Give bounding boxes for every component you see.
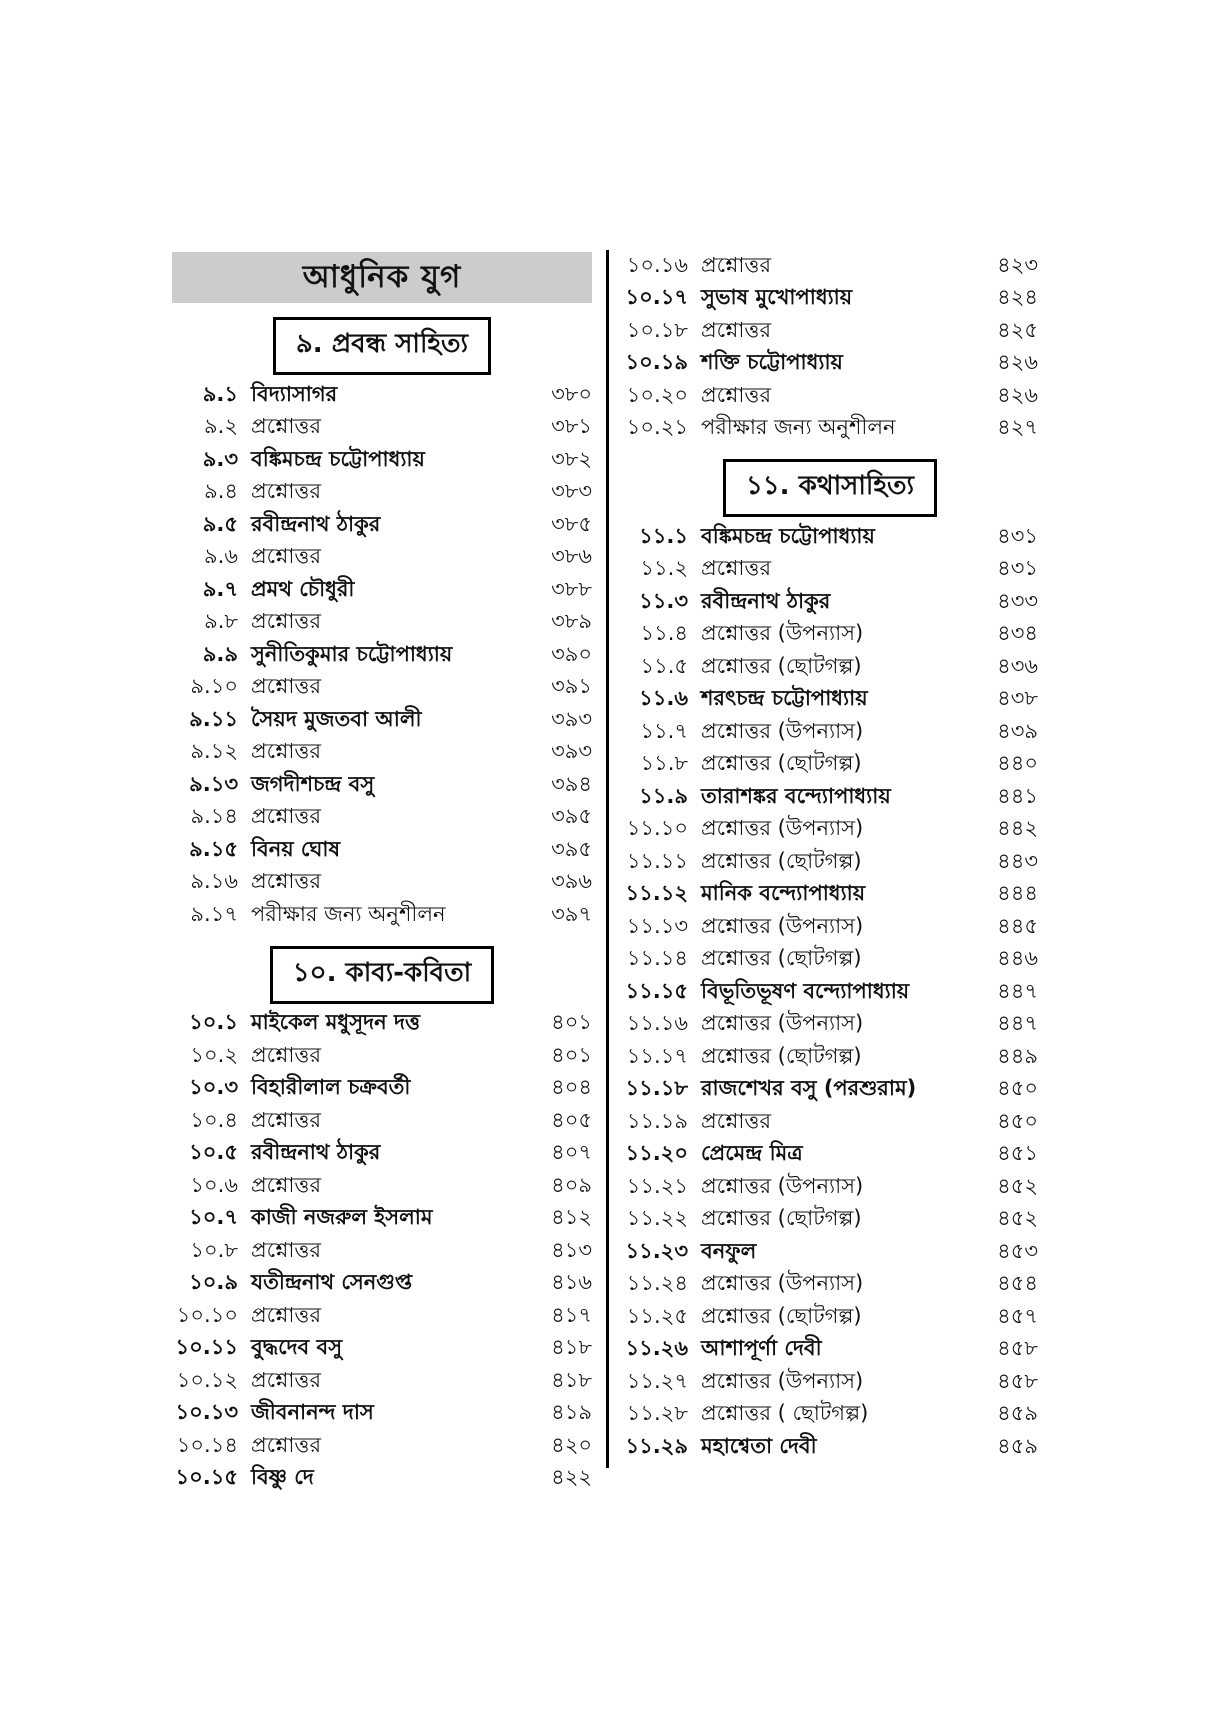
toc-entry bbox=[172, 412, 592, 445]
entry-title: প্রশ্নোত্তর bbox=[251, 414, 321, 439]
entry-page-number: ৪১২ bbox=[551, 1205, 592, 1230]
entry-page-number: ৩৮৯ bbox=[551, 609, 592, 634]
entry-page-number: ৪২৪ bbox=[997, 285, 1038, 310]
toc-entry bbox=[622, 651, 1038, 684]
entry-number: ১০.১০ bbox=[176, 1302, 238, 1327]
toc-entry bbox=[622, 1139, 1038, 1172]
entry-page-number: ৪০৯ bbox=[551, 1172, 592, 1197]
entry-page-number: ৩৯৩ bbox=[551, 706, 592, 731]
entry-title: বঙ্কিমচন্দ্র চট্টোপাধ্যায় bbox=[701, 523, 875, 548]
entry-page-number: ৪৩৬ bbox=[997, 653, 1038, 678]
entry-page-number: ৪৩৪ bbox=[997, 621, 1038, 646]
entry-number: ১০.৩ bbox=[189, 1075, 238, 1100]
entry-title: রবীন্দ্রনাথ ঠাকুর bbox=[701, 588, 831, 613]
entry-number: ১০.৮ bbox=[190, 1237, 238, 1262]
entry-title: রাজশেখর বসু (পরশুরাম) bbox=[701, 1076, 917, 1101]
entry-page-number: ৩৮৮ bbox=[551, 576, 592, 601]
entry-page-number: ৩৯৬ bbox=[551, 869, 592, 894]
entry-title: জগদীশচন্দ্র বসু bbox=[251, 771, 375, 796]
entry-title: প্রশ্নোত্তর bbox=[701, 252, 771, 277]
entry-number: ১০.৪ bbox=[190, 1107, 238, 1132]
entry-title: সৈয়দ মুজতবা আলী bbox=[251, 706, 422, 731]
entry-page-number: ৪৩৯ bbox=[997, 718, 1038, 743]
entry-page-number: ৩৯৩ bbox=[551, 739, 592, 764]
entry-number: ৯.১৪ bbox=[190, 804, 238, 829]
entry-number: ৯.২ bbox=[204, 414, 238, 439]
entry-title: আশাপূর্ণা দেবী bbox=[701, 1336, 822, 1361]
entry-page-number: ৪৪২ bbox=[997, 816, 1038, 841]
entry-page-number: ৪২২ bbox=[551, 1465, 592, 1490]
toc-entry bbox=[172, 802, 592, 835]
entry-number: ৯.৩ bbox=[202, 446, 238, 471]
entry-page-number: ৪৪১ bbox=[997, 783, 1038, 808]
entry-number: ১১.২৫ bbox=[626, 1303, 688, 1328]
entry-number: ১১.১৮ bbox=[625, 1076, 688, 1101]
toc-entry bbox=[622, 846, 1038, 879]
entry-page-number: ৩৯৭ bbox=[551, 901, 592, 926]
entry-number: ১১.২০ bbox=[625, 1141, 688, 1166]
entry-title: প্রশ্নোত্তর bbox=[251, 609, 321, 634]
toc-entry bbox=[172, 1365, 592, 1398]
entry-page-number: ৪২৭ bbox=[997, 415, 1038, 440]
toc-entry bbox=[622, 1106, 1038, 1139]
toc-entry bbox=[622, 1171, 1038, 1204]
entry-title: প্রশ্নোত্তর bbox=[251, 1172, 321, 1197]
toc-entry bbox=[172, 1008, 592, 1041]
entry-page-number: ৩৯০ bbox=[551, 641, 592, 666]
toc-entry bbox=[622, 413, 1038, 446]
entry-page-number: ৪৪৪ bbox=[997, 881, 1038, 906]
entry-title: প্রশ্নোত্তর bbox=[701, 1108, 771, 1133]
entry-number: ১১.১৪ bbox=[626, 946, 688, 971]
entry-page-number: ৪০১ bbox=[551, 1010, 592, 1035]
toc-entry bbox=[622, 1074, 1038, 1107]
toc-entry bbox=[622, 283, 1038, 316]
section-title-box: ৯. প্রবন্ধ সাহিত্য bbox=[273, 317, 491, 375]
entry-number: ১০.১২ bbox=[176, 1367, 238, 1392]
entry-page-number: ৪৫৯ bbox=[997, 1433, 1038, 1458]
toc-entry bbox=[172, 1073, 592, 1106]
entry-page-number: ৪২৬ bbox=[997, 350, 1038, 375]
entry-page-number: ৪১৮ bbox=[551, 1367, 592, 1392]
toc-entry bbox=[622, 1269, 1038, 1302]
toc-entry bbox=[622, 1236, 1038, 1269]
toc-entry bbox=[172, 639, 592, 672]
entry-number: ১১.২৪ bbox=[626, 1271, 688, 1296]
entry-title: বিভূতিভূষণ বন্দ্যোপাধ্যায় bbox=[701, 978, 910, 1003]
toc-column-left bbox=[172, 252, 592, 1495]
entry-page-number: ৪২০ bbox=[551, 1432, 592, 1457]
entry-number: ১১.৭ bbox=[640, 718, 688, 743]
entry-number: ১১.৪ bbox=[640, 621, 688, 646]
toc-entry bbox=[622, 348, 1038, 381]
entry-number: ১১.৮ bbox=[640, 751, 688, 776]
toc-entry bbox=[622, 1041, 1038, 1074]
entry-title: প্রশ্নোত্তর bbox=[701, 382, 771, 407]
toc-entry bbox=[622, 1204, 1038, 1237]
entry-number: ১১.৬ bbox=[639, 686, 688, 711]
entry-number: ১১.১৯ bbox=[626, 1108, 688, 1133]
entry-page-number: ৪০৫ bbox=[551, 1107, 592, 1132]
entry-page-number: ৪৩৮ bbox=[997, 686, 1038, 711]
entry-number: ১১.২২ bbox=[626, 1206, 688, 1231]
entry-title: জীবনানন্দ দাস bbox=[251, 1400, 374, 1425]
entry-number: ৯.১১ bbox=[189, 706, 238, 731]
entry-page-number: ৪২৫ bbox=[997, 317, 1038, 342]
entry-page-number: ৩৮৬ bbox=[551, 544, 592, 569]
entry-title: প্রশ্নোত্তর ( ছোটগল্প) bbox=[701, 1401, 869, 1426]
entry-page-number: ৩৮১ bbox=[551, 414, 592, 439]
toc-entry bbox=[172, 1040, 592, 1073]
entry-number: ১০.৯ bbox=[189, 1270, 238, 1295]
entry-title: তারাশঙ্কর বন্দ্যোপাধ্যায় bbox=[701, 783, 891, 808]
entry-page-number: ৪৪৫ bbox=[997, 913, 1038, 938]
toc-entry bbox=[172, 1398, 592, 1431]
entry-title: প্রশ্নোত্তর bbox=[251, 1042, 321, 1067]
entry-title: বিষ্ণু দে bbox=[251, 1465, 314, 1490]
entry-number: ১১.১২ bbox=[625, 881, 688, 906]
entry-title: প্রশ্নোত্তর (ছোটগল্প) bbox=[701, 946, 862, 971]
entry-title: বনফুল bbox=[701, 1238, 757, 1263]
entry-title: প্রশ্নোত্তর (ছোটগল্প) bbox=[701, 1043, 862, 1068]
entry-number: ৯.৭ bbox=[202, 576, 238, 601]
entry-page-number: ৩৯৫ bbox=[551, 836, 592, 861]
entry-page-number: ৪৩১ bbox=[997, 556, 1038, 581]
toc-entry bbox=[172, 899, 592, 932]
entry-title: শক্তি চট্টোপাধ্যায় bbox=[701, 350, 843, 375]
toc-entry bbox=[172, 1268, 592, 1301]
entry-number: ১১.২৩ bbox=[625, 1238, 688, 1263]
entry-page-number: ৪৪৭ bbox=[997, 1011, 1038, 1036]
toc-entry bbox=[172, 477, 592, 510]
toc-entry bbox=[622, 554, 1038, 587]
toc-entry bbox=[622, 814, 1038, 847]
entry-number: ১১.৫ bbox=[640, 653, 688, 678]
entry-number: ১১.২৭ bbox=[626, 1368, 688, 1393]
entry-page-number: ৪৫৩ bbox=[997, 1238, 1038, 1263]
entry-number: ৯.৫ bbox=[202, 511, 238, 536]
entry-number: ৯.৮ bbox=[204, 609, 238, 634]
entry-number: ১০.২ bbox=[190, 1042, 238, 1067]
entry-number: ১০.২১ bbox=[626, 415, 688, 440]
entry-number: ১০.১৮ bbox=[626, 317, 688, 342]
toc-entry-list bbox=[622, 250, 1038, 445]
entry-number: ৯.৯ bbox=[202, 641, 238, 666]
entry-number: ১১.২৯ bbox=[625, 1433, 688, 1458]
entry-page-number: ৪৫৪ bbox=[997, 1271, 1038, 1296]
toc-entry bbox=[622, 911, 1038, 944]
entry-page-number: ৩৮০ bbox=[551, 381, 592, 406]
entry-title: প্রশ্নোত্তর (উপন্যাস) bbox=[701, 1271, 864, 1296]
entry-title: প্রশ্নোত্তর (উপন্যাস) bbox=[701, 1011, 864, 1036]
toc-entry bbox=[172, 1235, 592, 1268]
toc-entry bbox=[622, 1301, 1038, 1334]
toc-entry bbox=[172, 509, 592, 542]
entry-title: প্রশ্নোত্তর bbox=[251, 739, 321, 764]
entry-title: মাইকেল মধুসূদন দত্ত bbox=[251, 1010, 420, 1035]
entry-page-number: ৪১৮ bbox=[551, 1335, 592, 1360]
entry-title: প্রশ্নোত্তর bbox=[701, 556, 771, 581]
toc-entry bbox=[172, 542, 592, 575]
entry-page-number: ৪৫১ bbox=[997, 1141, 1038, 1166]
section-header bbox=[622, 459, 1038, 517]
toc-entry bbox=[622, 944, 1038, 977]
entry-number: ৯.৬ bbox=[204, 544, 238, 569]
toc-entry bbox=[622, 716, 1038, 749]
entry-title: প্রশ্নোত্তর (উপন্যাস) bbox=[701, 816, 864, 841]
entry-title: শরৎচন্দ্র চট্টোপাধ্যায় bbox=[701, 686, 868, 711]
entry-title: প্রেমেন্দ্র মিত্র bbox=[701, 1141, 803, 1166]
entry-page-number: ৩৮৫ bbox=[551, 511, 592, 536]
entry-title: প্রশ্নোত্তর (উপন্যাস) bbox=[701, 621, 864, 646]
entry-title: প্রশ্নোত্তর bbox=[251, 1237, 321, 1262]
toc-entry bbox=[622, 976, 1038, 1009]
entry-number: ৯.১২ bbox=[190, 739, 238, 764]
entry-title: প্রশ্নোত্তর bbox=[251, 479, 321, 504]
entry-page-number: ৪৫০ bbox=[997, 1076, 1038, 1101]
entry-number: ১০.৭ bbox=[189, 1205, 238, 1230]
toc-entry bbox=[172, 1138, 592, 1171]
entry-title: প্রশ্নোত্তর bbox=[251, 1302, 321, 1327]
era-banner: আধুনিক যুগ bbox=[172, 252, 592, 303]
toc-entry bbox=[172, 867, 592, 900]
entry-title: পরীক্ষার জন্য অনুশীলন bbox=[701, 415, 896, 440]
entry-page-number: ৪৫০ bbox=[997, 1108, 1038, 1133]
entry-page-number: ৩৮২ bbox=[551, 446, 592, 471]
entry-title: প্রশ্নোত্তর (ছোটগল্প) bbox=[701, 751, 862, 776]
entry-page-number: ৪৪০ bbox=[997, 751, 1038, 776]
toc-entry bbox=[172, 834, 592, 867]
entry-title: প্রশ্নোত্তর (উপন্যাস) bbox=[701, 1173, 864, 1198]
toc-entry bbox=[622, 749, 1038, 782]
toc-entry-list bbox=[622, 521, 1038, 1464]
entry-page-number: ৪২৬ bbox=[997, 382, 1038, 407]
entry-number: ১১.১৩ bbox=[626, 913, 688, 938]
entry-title: সুনীতিকুমার চট্টোপাধ্যায় bbox=[251, 641, 453, 666]
entry-number: ৯.৪ bbox=[204, 479, 238, 504]
entry-number: ১১.২৬ bbox=[625, 1336, 688, 1361]
entry-number: ১০.১৫ bbox=[175, 1465, 238, 1490]
toc-entry-list bbox=[172, 379, 592, 932]
entry-number: ৯.১৬ bbox=[190, 869, 238, 894]
toc-entry bbox=[622, 879, 1038, 912]
entry-title: প্রশ্নোত্তর bbox=[251, 674, 321, 699]
entry-page-number: ৪৫৮ bbox=[997, 1336, 1038, 1361]
entry-number: ১০.৫ bbox=[189, 1140, 238, 1165]
entry-title: মহাশ্বেতা দেবী bbox=[701, 1433, 817, 1458]
entry-title: বিদ্যাসাগর bbox=[251, 381, 338, 406]
entry-number: ৯.১৩ bbox=[189, 771, 238, 796]
entry-page-number: ৪২৩ bbox=[997, 252, 1038, 277]
toc-entry bbox=[172, 379, 592, 412]
entry-title: কাজী নজরুল ইসলাম bbox=[251, 1205, 433, 1230]
entry-title: বিহারীলাল চক্রবর্তী bbox=[251, 1075, 411, 1100]
entry-page-number: ৪৪৬ bbox=[997, 946, 1038, 971]
toc-entry bbox=[622, 1399, 1038, 1432]
toc-entry bbox=[172, 1105, 592, 1138]
toc-entry bbox=[172, 737, 592, 770]
toc-entry bbox=[622, 1431, 1038, 1464]
entry-title: বিনয় ঘোষ bbox=[251, 836, 341, 861]
entry-title: রবীন্দ্রনাথ ঠাকুর bbox=[251, 511, 381, 536]
toc-entry bbox=[172, 1430, 592, 1463]
entry-page-number: ৪০৪ bbox=[551, 1075, 592, 1100]
entry-title: মানিক বন্দ্যোপাধ্যায় bbox=[701, 881, 866, 906]
entry-page-number: ৪৫৯ bbox=[997, 1401, 1038, 1426]
entry-title: প্রশ্নোত্তর (উপন্যাস) bbox=[701, 1368, 864, 1393]
entry-page-number: ৪১৯ bbox=[551, 1400, 592, 1425]
entry-page-number: ৩৯১ bbox=[551, 674, 592, 699]
entry-number: ১০.১৪ bbox=[176, 1432, 238, 1457]
toc-entry bbox=[172, 704, 592, 737]
entry-page-number: ৪৪৭ bbox=[997, 978, 1038, 1003]
toc-entry bbox=[172, 1170, 592, 1203]
entry-number: ৯.১৫ bbox=[189, 836, 238, 861]
entry-page-number: ৩৯৫ bbox=[551, 804, 592, 829]
entry-number: ১১.২১ bbox=[626, 1173, 688, 1198]
entry-title: পরীক্ষার জন্য অনুশীলন bbox=[251, 901, 446, 926]
entry-number: ১০.১৩ bbox=[175, 1400, 238, 1425]
toc-entry bbox=[172, 607, 592, 640]
entry-number: ৯.১০ bbox=[190, 674, 238, 699]
entry-number: ১০.৬ bbox=[190, 1172, 238, 1197]
entry-page-number: ৪০৭ bbox=[551, 1140, 592, 1165]
entry-page-number: ৪৪৩ bbox=[997, 848, 1038, 873]
toc-entry bbox=[172, 769, 592, 802]
entry-title: প্রশ্নোত্তর bbox=[251, 804, 321, 829]
toc-entry bbox=[172, 1463, 592, 1496]
entry-number: ১০.১১ bbox=[175, 1335, 238, 1360]
entry-title: বুদ্ধদেব বসু bbox=[251, 1335, 343, 1360]
toc-entry bbox=[622, 250, 1038, 283]
entry-title: প্রশ্নোত্তর bbox=[701, 317, 771, 342]
entry-title: যতীন্দ্রনাথ সেনগুপ্ত bbox=[251, 1270, 413, 1295]
section-title-box: ১১. কথাসাহিত্য bbox=[723, 459, 937, 517]
toc-entry bbox=[622, 1334, 1038, 1367]
entry-number: ১১.১ bbox=[639, 523, 688, 548]
entry-page-number: ৪৩৩ bbox=[997, 588, 1038, 613]
entry-number: ১১.১৭ bbox=[626, 1043, 688, 1068]
section-title-box: ১০. কাব্য-কবিতা bbox=[270, 946, 494, 1004]
entry-title: প্রশ্নোত্তর (উপন্যাস) bbox=[701, 718, 864, 743]
toc-entry bbox=[622, 315, 1038, 348]
entry-title: বঙ্কিমচন্দ্র চট্টোপাধ্যায় bbox=[251, 446, 425, 471]
entry-number: ১০.১৯ bbox=[625, 350, 688, 375]
toc-entry bbox=[172, 1203, 592, 1236]
toc-entry bbox=[622, 521, 1038, 554]
entry-title: প্রশ্নোত্তর (ছোটগল্প) bbox=[701, 1206, 862, 1231]
toc-entry bbox=[622, 1366, 1038, 1399]
entry-title: সুভাষ মুখোপাধ্যায় bbox=[701, 285, 853, 310]
entry-number: ৯.১ bbox=[202, 381, 238, 406]
entry-number: ১০.১ bbox=[189, 1010, 238, 1035]
entry-title: প্রমথ চৌধুরী bbox=[251, 576, 355, 601]
entry-title: রবীন্দ্রনাথ ঠাকুর bbox=[251, 1140, 381, 1165]
entry-number: ১১.৩ bbox=[639, 588, 688, 613]
entry-number: ১১.৯ bbox=[639, 783, 688, 808]
toc-entry bbox=[622, 1009, 1038, 1042]
entry-number: ১১.২ bbox=[640, 556, 688, 581]
entry-number: ১০.১৬ bbox=[626, 252, 688, 277]
entry-page-number: ৪০১ bbox=[551, 1042, 592, 1067]
toc-entry bbox=[622, 781, 1038, 814]
entry-title: প্রশ্নোত্তর (ছোটগল্প) bbox=[701, 1303, 862, 1328]
entry-number: ১১.১১ bbox=[626, 848, 688, 873]
toc-entry bbox=[172, 1333, 592, 1366]
entry-title: প্রশ্নোত্তর (ছোটগল্প) bbox=[701, 848, 862, 873]
entry-number: ১১.১৬ bbox=[626, 1011, 688, 1036]
toc-entry bbox=[622, 684, 1038, 717]
entry-page-number: ৪৫৭ bbox=[997, 1303, 1038, 1328]
entry-page-number: ৪৪৯ bbox=[997, 1043, 1038, 1068]
toc-entry bbox=[622, 380, 1038, 413]
entry-title: প্রশ্নোত্তর bbox=[251, 1107, 321, 1132]
entry-number: ১১.২৮ bbox=[626, 1401, 688, 1426]
entry-number: ১০.২০ bbox=[626, 382, 688, 407]
entry-page-number: ৩৮৩ bbox=[551, 479, 592, 504]
entry-title: প্রশ্নোত্তর bbox=[251, 869, 321, 894]
entry-page-number: ৪৫২ bbox=[997, 1206, 1038, 1231]
entry-page-number: ৩৯৪ bbox=[551, 771, 592, 796]
column-divider bbox=[606, 250, 609, 1468]
entry-number: ৯.১৭ bbox=[190, 901, 238, 926]
section-header bbox=[172, 946, 592, 1004]
entry-title: প্রশ্নোত্তর (ছোটগল্প) bbox=[701, 653, 862, 678]
toc-entry bbox=[172, 574, 592, 607]
entry-page-number: ৪১৩ bbox=[551, 1237, 592, 1262]
entry-page-number: ৪৫২ bbox=[997, 1173, 1038, 1198]
toc-entry-list bbox=[172, 1008, 592, 1496]
entry-title: প্রশ্নোত্তর (উপন্যাস) bbox=[701, 913, 864, 938]
entry-page-number: ৪১৭ bbox=[551, 1302, 592, 1327]
entry-number: ১১.১০ bbox=[626, 816, 688, 841]
toc-entry bbox=[622, 619, 1038, 652]
entry-number: ১১.১৫ bbox=[625, 978, 688, 1003]
entry-title: প্রশ্নোত্তর bbox=[251, 1367, 321, 1392]
entry-page-number: ৪৫৮ bbox=[997, 1368, 1038, 1393]
entry-title: প্রশ্নোত্তর bbox=[251, 544, 321, 569]
entry-number: ১০.১৭ bbox=[625, 285, 688, 310]
toc-entry bbox=[172, 1300, 592, 1333]
entry-page-number: ৪৩১ bbox=[997, 523, 1038, 548]
section-header bbox=[172, 317, 592, 375]
entry-page-number: ৪১৬ bbox=[551, 1270, 592, 1295]
toc-entry bbox=[172, 444, 592, 477]
toc-column-right bbox=[622, 250, 1038, 1464]
entry-title: প্রশ্নোত্তর bbox=[251, 1432, 321, 1457]
toc-entry bbox=[172, 672, 592, 705]
toc-entry bbox=[622, 586, 1038, 619]
